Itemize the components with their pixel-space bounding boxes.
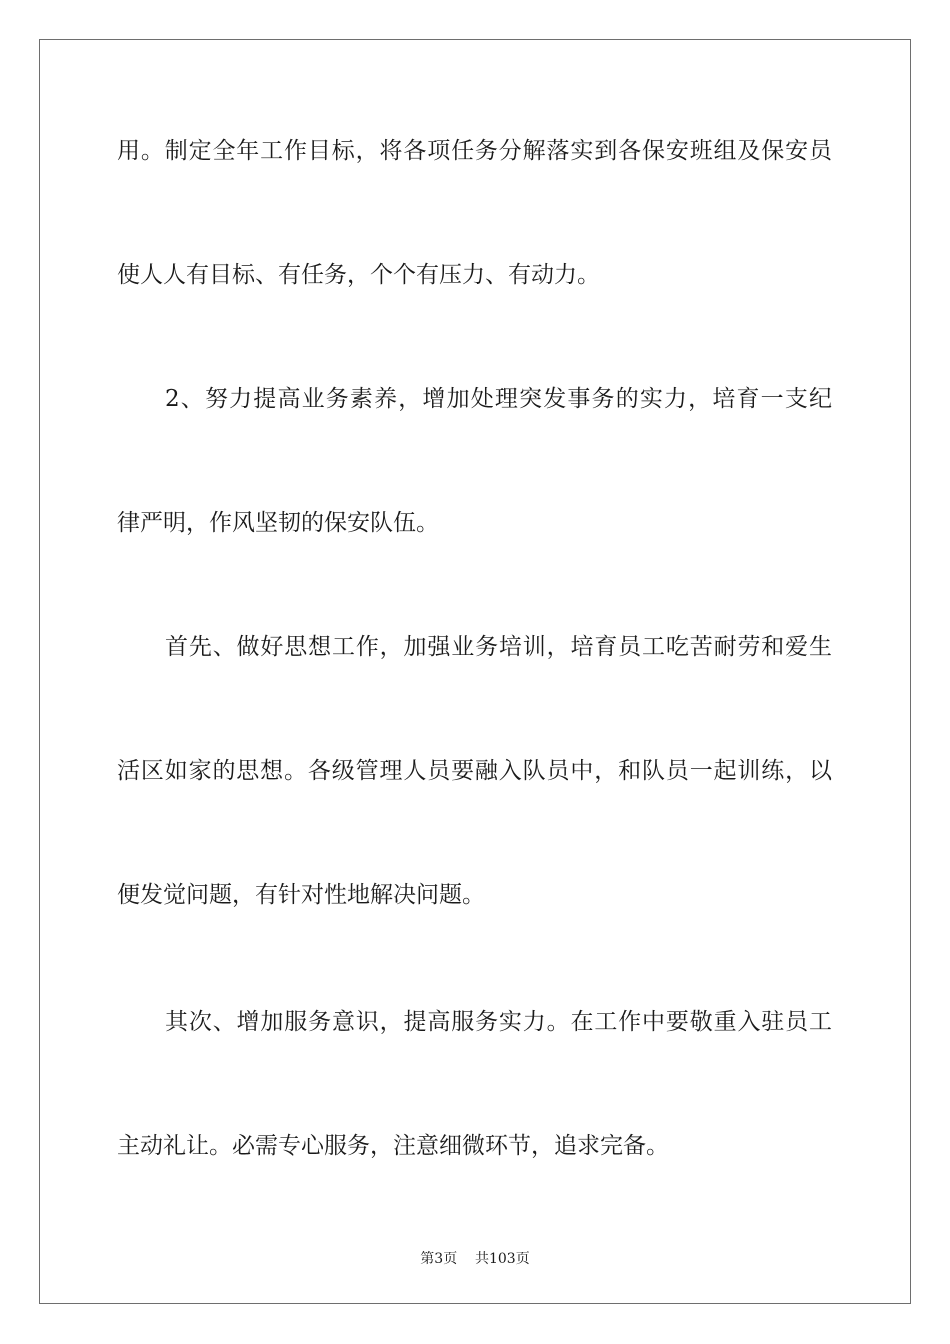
text-line-4: 律严明，作风坚韧的保安队伍。 (117, 510, 439, 536)
text-line-2: 使人人有目标、有任务，个个有压力、有动力。 (117, 262, 600, 288)
text-line-6: 活区如家的思想。各级管理人员要融入队员中，和队员一起训练，以 (117, 758, 832, 784)
text-line-3: 2、努力提高业务素养，增加处理突发事务的实力，培育一支纪 (165, 386, 832, 412)
text-line-1: 用。制定全年工作目标，将各项任务分解落实到各保安班组及保安员 (117, 138, 832, 164)
text-line-7: 便发觉问题，有针对性地解决问题。 (117, 882, 485, 908)
page-border (39, 39, 911, 1304)
page-number-footer: 第3页 共103页 (420, 1251, 530, 1267)
text-line-8: 其次、增加服务意识，提高服务实力。在工作中要敬重入驻员工 (165, 1009, 832, 1035)
text-line-9: 主动礼让。必需专心服务，注意细微环节，追求完备。 (117, 1133, 669, 1159)
text-line-5: 首先、做好思想工作，加强业务培训，培育员工吃苦耐劳和爱生 (165, 634, 832, 660)
